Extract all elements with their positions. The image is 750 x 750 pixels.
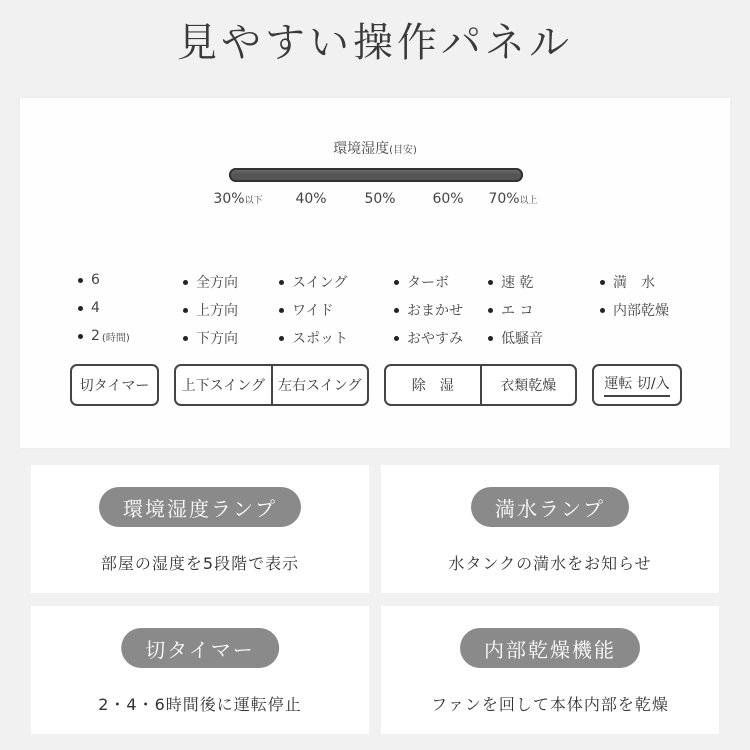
power-button[interactable] [592, 364, 682, 406]
dry-mode-quick: 速 乾 [488, 272, 533, 292]
humidity-tick-60: 60% [432, 191, 464, 207]
dehum-mode-auto: おまかせ [394, 300, 463, 320]
swing-dir-down: 下方向 [183, 328, 238, 348]
indicator-dot [600, 308, 605, 313]
feature-desc: 部屋の湿度を5段階で表示 [100, 554, 300, 573]
swing-vertical-button[interactable]: 上下スイング [181, 378, 265, 394]
swing-mode-spot: スポット [279, 328, 348, 348]
indicator-dot [394, 336, 399, 341]
status-tank-full: 満 水 [600, 272, 655, 292]
power-button-label: 運転 切/入 [604, 373, 669, 397]
indicator-dot [394, 280, 399, 285]
humidity-tick-50: 50% [364, 191, 396, 207]
feature-card-off-timer [31, 606, 369, 734]
indicator-dot [279, 280, 284, 285]
timer-button[interactable] [70, 364, 159, 406]
feature-desc: 水タンクの満水をお知らせ [448, 554, 652, 573]
humidity-title-note: (目安) [389, 145, 417, 156]
dehum-mode-sleep: おやすみ [394, 328, 463, 348]
swing-horizontal-button[interactable]: 左右スイング [271, 366, 368, 404]
humidity-tick-70: 70%以上 [488, 191, 538, 207]
humidity-title-text: 環境湿度 [333, 141, 390, 157]
indicator-dot [600, 280, 605, 285]
swing-dir-up: 上方向 [183, 300, 238, 320]
page-header [0, 0, 750, 78]
feature-card-internal-dry [381, 606, 719, 734]
indicator-dot [488, 308, 493, 313]
humidity-scale [0, 191, 750, 211]
humidity-lamp-bar [229, 168, 523, 182]
indicator-dot [78, 306, 83, 311]
swing-button-group [174, 364, 369, 406]
indicator-dot [183, 280, 188, 285]
timer-indicator-6: 6 [78, 272, 100, 288]
indicator-dot [183, 308, 188, 313]
humidity-title [0, 138, 750, 158]
dry-mode-eco: エ コ [488, 300, 533, 320]
feature-card-humidity-lamp [31, 465, 369, 593]
feature-title: 内部乾燥機能 [460, 628, 640, 668]
page-title: 見やすい操作パネル [177, 19, 573, 66]
swing-mode-wide: ワイド [279, 300, 334, 320]
humidity-tick-40: 40% [295, 191, 327, 207]
humidity-tick-30: 30%以下 [213, 191, 263, 207]
status-internal-dry: 内部乾燥 [600, 300, 669, 320]
indicator-dot [183, 336, 188, 341]
indicator-dot [78, 278, 83, 283]
timer-indicator-2: 2 (時間) [78, 328, 130, 344]
indicator-dot [78, 334, 83, 339]
timer-button-label: 切タイマー [79, 378, 150, 394]
dry-mode-quiet: 低騒音 [488, 328, 543, 348]
swing-mode-swing: スイング [279, 272, 347, 292]
feature-title: 環境湿度ランプ [99, 487, 301, 527]
dehumidify-button[interactable]: 除 湿 [411, 378, 454, 394]
indicator-dot [279, 308, 284, 313]
indicator-dot [279, 336, 284, 341]
feature-card-tank-full-lamp [381, 465, 719, 593]
dehum-mode-turbo: ターボ [394, 272, 449, 292]
indicator-dot [488, 336, 493, 341]
feature-desc: ファンを回して本体内部を乾燥 [431, 695, 669, 714]
timer-indicator-4: 4 [78, 300, 100, 316]
indicator-dot [488, 280, 493, 285]
feature-desc: 2・4・6時間後に運転停止 [98, 695, 302, 714]
mode-button-group [384, 364, 577, 406]
swing-dir-all: 全方向 [183, 272, 238, 292]
feature-title: 満水ランプ [471, 487, 629, 527]
indicator-dot [394, 308, 399, 313]
feature-title: 切タイマー [121, 628, 279, 668]
clothes-dry-button[interactable]: 衣類乾燥 [480, 366, 576, 404]
